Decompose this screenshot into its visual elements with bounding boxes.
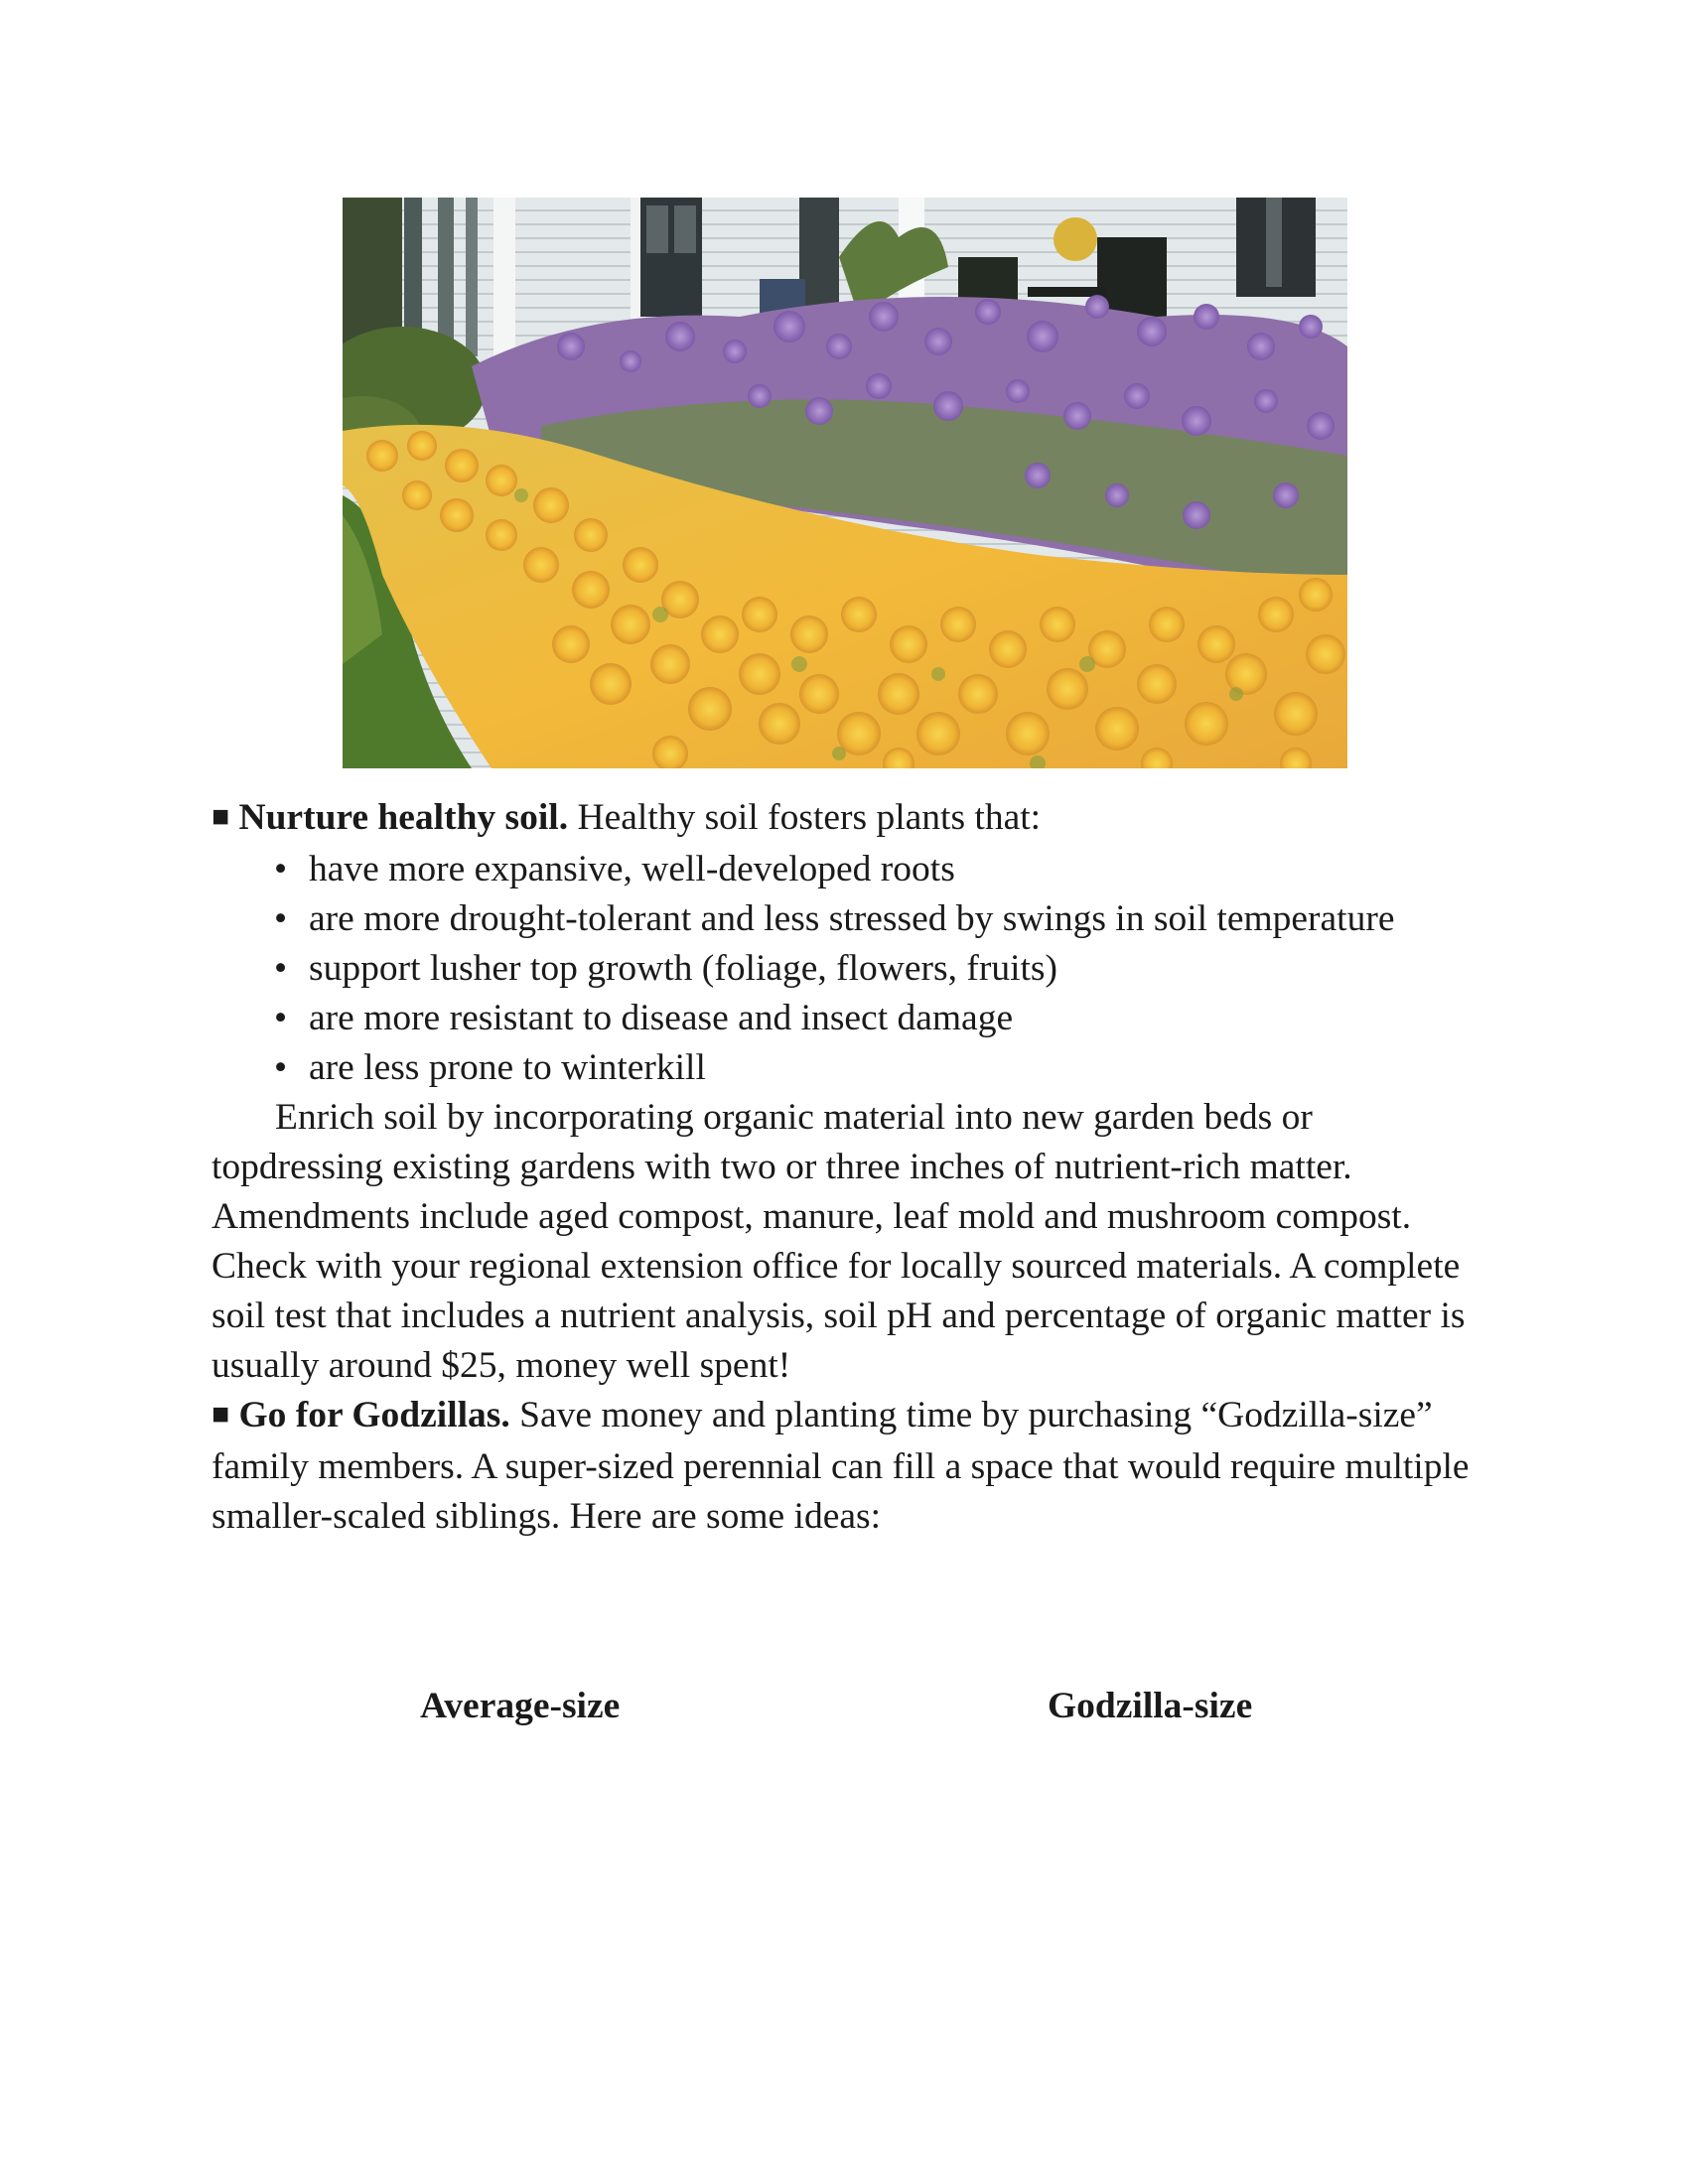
size-comparison-headers [0,1685,1688,1734]
column-header-godzilla-size: Godzilla-size [1048,1686,1253,1726]
list-item [274,1043,1492,1093]
list-item-text: support lusher top growth (foliage, flowers, fruits) [309,948,1058,989]
square-bullet-icon: ■ [211,800,230,833]
list-item-text: have more expansive, well-developed roots [309,849,955,889]
bullet-icon: • [274,998,288,1038]
bullet-icon: • [274,1047,288,1088]
soil-paragraph: Enrich soil by incorporating organic material into new garden beds or topdressing existing gardens with two or three inches of nutrient-rich matter. Amendments include aged compost, manure, leaf mold and mushroom compost. Check with your regional extension office for locally sourced materials. A complete soil test that includes a nutrient analysis, soil pH and percentage of organic matter is usually around $25, money well spent! [211,1097,1466,1386]
soil-intro-text: Healthy soil fosters plants that: [568,797,1042,838]
soil-heading-bold: Nurture healthy soil. [238,797,569,838]
bullet-icon: • [274,849,288,889]
article-body [211,793,1492,1542]
soil-section-heading [211,793,1492,845]
list-item [274,994,1492,1043]
list-item-text: are more resistant to disease and insect damage [309,998,1014,1038]
godzilla-section [211,1391,1492,1542]
soil-benefits-list [211,845,1492,1093]
list-item-text: are more drought-tolerant and less stressed by swings in soil temperature [309,898,1395,939]
square-bullet-icon: ■ [211,1398,230,1431]
godzilla-text: Save money and planting time by purchasing “Godzilla-size” family members. A super-sized perennial can fill a space that would require multiple smaller-scaled siblings. Here are some ideas: [211,1395,1470,1537]
list-item [274,944,1492,994]
column-header-average-size: Average-size [420,1686,621,1726]
godzilla-heading-bold: Go for Godzillas. [238,1395,510,1435]
garden-flower-bed-photo [343,198,1347,768]
list-item [274,845,1492,894]
list-item-text: are less prone to winterkill [309,1047,706,1088]
bullet-icon: • [274,898,288,939]
bullet-icon: • [274,948,288,989]
list-item [274,894,1492,944]
